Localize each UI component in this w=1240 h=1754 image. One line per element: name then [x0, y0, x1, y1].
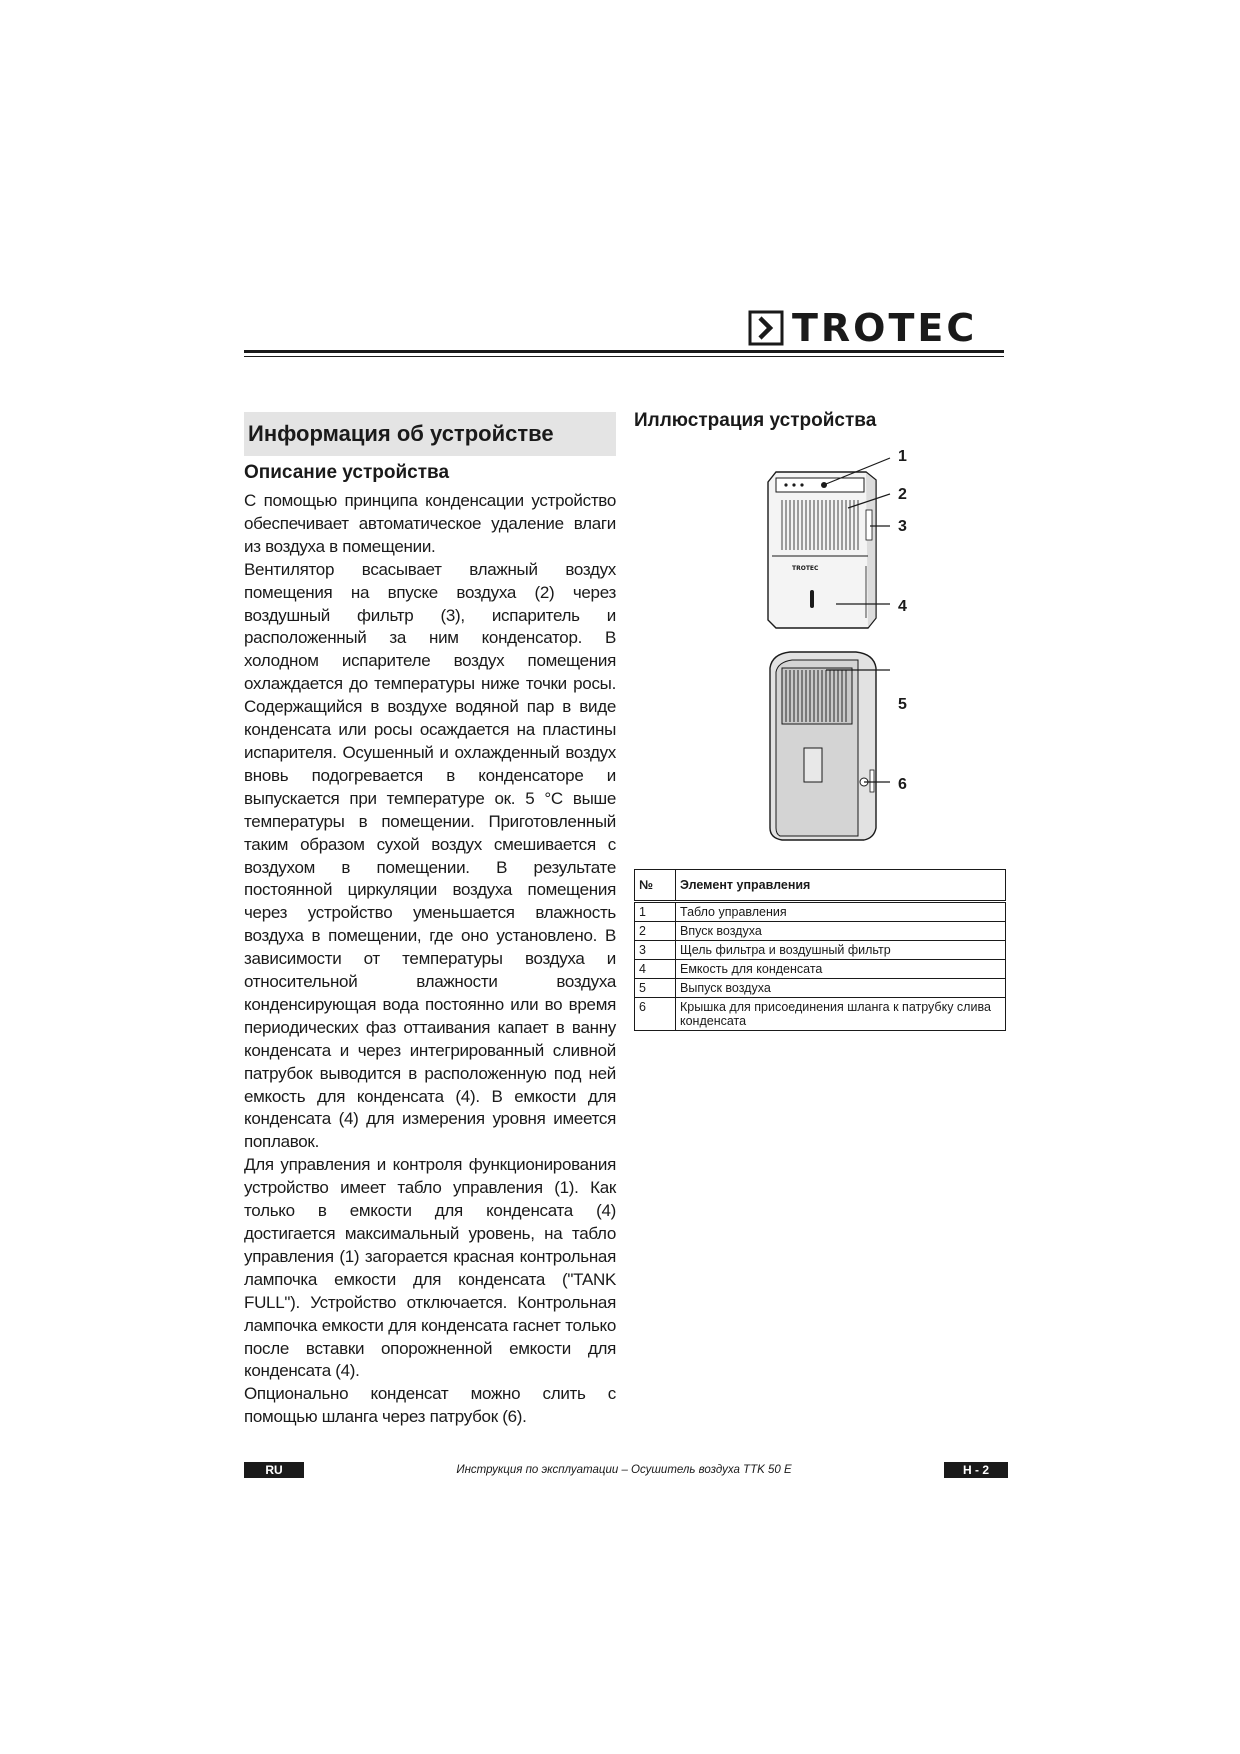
subsection-title: Описание устройства: [244, 462, 450, 483]
section-title: Информация об устройстве: [244, 412, 616, 456]
row-number: 6: [635, 998, 676, 1031]
row-element: Табло управления: [676, 902, 1006, 922]
footer-language: RU: [244, 1462, 304, 1478]
callout-5: 5: [898, 696, 907, 713]
footer: [244, 1462, 1008, 1478]
device-back-view: [770, 652, 876, 840]
callout-4: 4: [898, 598, 907, 615]
logo-chevron-icon: [748, 310, 784, 346]
logo-text: TROTEC: [792, 306, 978, 350]
trotec-logo: [748, 306, 1000, 350]
paragraph: Для управления и контроля функционирования устройство имеет табло управления (1). Как только в емкости для конденсата (4) достигается максимальный уровень, на табло управления (1) загорается красная контрольная лампочка емкости для конденсата ("TANK FULL"). Устройство отключается. Контрольная лампочка емкости для конденсата гаснет только после вставки опорожненной емкости для конденсата (4).: [244, 1155, 616, 1381]
paragraph: С помощью принципа конденсации устройство обеспечивает автоматическое удаление влаги из воздуха в помещении.: [244, 491, 616, 556]
controls-table: [634, 869, 1006, 1031]
description-text: [244, 490, 616, 1429]
col-element-header: Элемент управления: [676, 870, 1006, 902]
illustration-title: Иллюстрация устройства: [634, 410, 877, 431]
table-row: [635, 941, 1006, 960]
callout-2: 2: [898, 486, 907, 503]
device-brand-label: TROTEC: [792, 565, 819, 572]
row-element: Емкость для конденсата: [676, 960, 1006, 979]
row-number: 2: [635, 922, 676, 941]
filter-slot: [866, 510, 872, 540]
row-number: 3: [635, 941, 676, 960]
table-row: [635, 960, 1006, 979]
row-number: 1: [635, 902, 676, 922]
row-element: Крышка для присоединения шланга к патрубку слива конденсата: [676, 998, 1006, 1031]
control-panel: [776, 478, 864, 492]
paragraph: Вентилятор всасывает влажный воздух помещения на впуске воздуха (2) через воздушный фильтр (3), испаритель и расположенный за ним конденсатор. В холодном испарителе воздух помещения охлаждается до температуры ниже точки росы. Содержащийся в воздухе водяной пар в виде конденсата или росы осаждается на пластины испарителя. Осушенный и охлажденный воздух вновь подогревается в конденсаторе и выпускается при температуре ок. 5 °C выше температуры в помещении. Приготовленный таким образом сухой воздух смешивается с воздухом в помещении. В результате постоянной циркуляции воздуха помещения через устройство уменьшается влажность воздуха в помещении, где оно установлено. В зависимости от температуры воздуха и относительной влажности воздуха конденсирующая вода постоянно или во время периодических фаз оттаивания капает в ванну конденсата и через интегрированный сливной патрубок выводится в расположенную под ней емкость для конденсата (4). В емкости для конденсата (4) для измерения уровня имеется поплавок.: [244, 559, 616, 1152]
paragraph: Опционально конденсат можно слить с помощью шланга через патрубок (6).: [244, 1384, 616, 1427]
row-element: Щель фильтра и воздушный фильтр: [676, 941, 1006, 960]
table-row: [635, 998, 1006, 1031]
col-number-header: №: [635, 870, 676, 902]
footer-title: Инструкция по эксплуатации – Осушитель воздуха TTK 50 E: [456, 1464, 792, 1476]
header-rule: [244, 350, 1004, 353]
row-number: 5: [635, 979, 676, 998]
footer-page-number: H - 2: [944, 1462, 1008, 1478]
row-number: 4: [635, 960, 676, 979]
level-window: [810, 590, 814, 608]
table-header-row: [635, 870, 1006, 902]
row-element: Выпуск воздуха: [676, 979, 1006, 998]
row-element: Впуск воздуха: [676, 922, 1006, 941]
table-row: [635, 979, 1006, 998]
callout-3: 3: [898, 518, 907, 535]
table-row: [635, 922, 1006, 941]
callout-1: 1: [898, 448, 907, 465]
header-rule-thin: [244, 356, 1004, 357]
table-row: [635, 902, 1006, 922]
callout-6: 6: [898, 776, 907, 793]
device-illustration: [740, 448, 920, 848]
